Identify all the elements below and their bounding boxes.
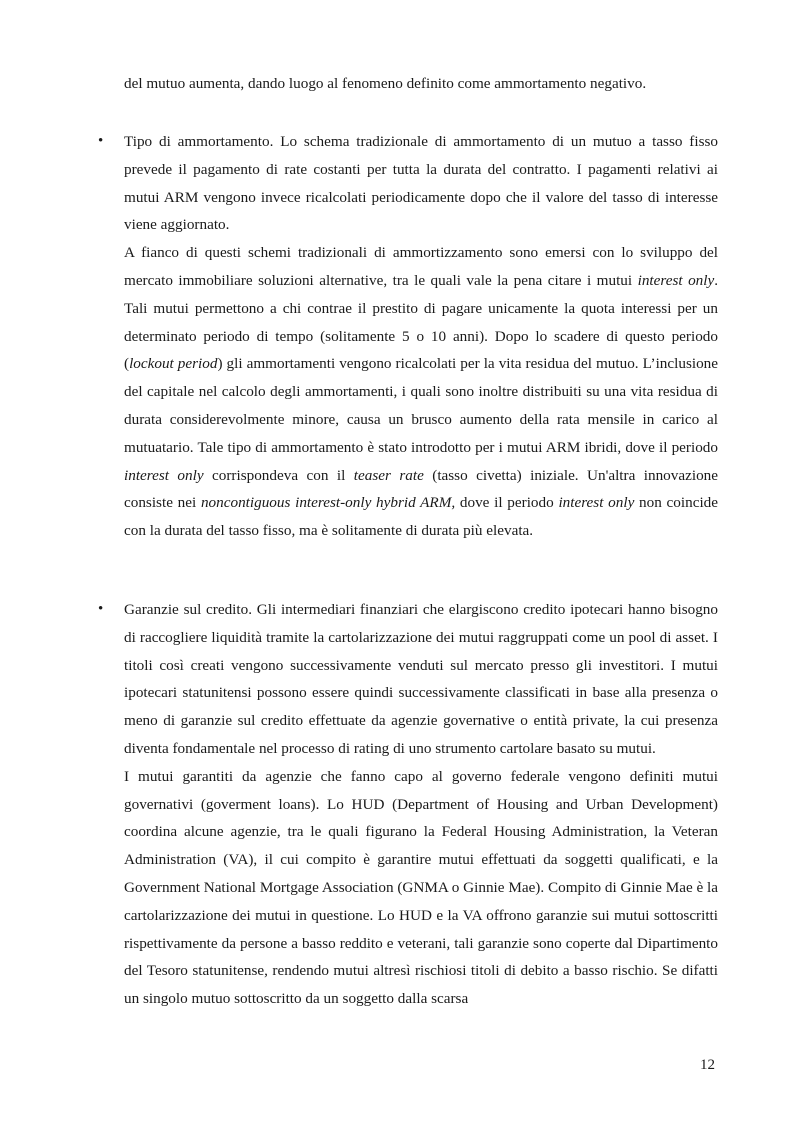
- bullet-item-garanzie: [124, 596, 718, 1013]
- italic-term: noncontiguous interest-only hybrid ARM,: [200, 494, 456, 512]
- italic-term: teaser rate: [353, 466, 424, 484]
- italic-term: interest only: [558, 494, 635, 512]
- paragraph: [124, 596, 718, 763]
- text-run: I mutui garantiti da agenzie che fanno capo al governo federale vengono definiti mutui governativi (goverment loans). Lo HUD (Department of Housing and Urban Development) coordina alcune agenzie, tra le quali figurano la Federal Housing Administration, la Veteran Administration (VA), il cui compito è garantire mutui effettuati da soggetti qualificati, e la Government National Mortgage Association (GNMA o Ginnie Mae). Compito di Ginnie Mae è la cartolarizzazione dei mutui in questione. Lo HUD e la VA offrono garanzie sui mutui sottoscritti rispettivamente da persone a basso reddito e veterani, tali garanzie sono coperte dal Dipartimento del Tesoro statunitense, rendendo mutui altresì rischiosi titoli di debito a basso rischio. Se difatti un singolo mutuo sottoscritto da un soggetto dalla scarsa: [124, 767, 718, 1008]
- page-number: 12: [700, 1057, 715, 1073]
- text-run: . Tali mutui permettono a chi contrae il prestito di pagare unicamente la quota interessi per un determinato periodo di tempo (solitamente 5 o 10 anni). Dopo lo scadere di questo periodo (: [124, 271, 719, 373]
- italic-term: interest only: [124, 466, 204, 484]
- paragraph: [124, 239, 718, 545]
- italic-term: interest only: [637, 271, 715, 289]
- paragraph: [124, 128, 718, 239]
- bullet-item-ammortamento: [124, 128, 718, 545]
- text-run: Garanzie sul credito. Gli intermediari finanziari che elargiscono credito ipotecari hanno bisogno di raccogliere liquidità tramite la cartolarizzazione dei mutui raggruppati come un pool di asset. I titoli così creati vengono successivamente venduti sul mercato presso gli investitori. I mutui ipotecari statunitensi possono essere quindi successivamente classificati in base alla presenza o meno di garanzie sul credito effettuate da agenzie governative o entità private, la cui presenza diventa fondamentale nel processo di rating di uno strumento cartolare basato su mutui.: [124, 601, 718, 757]
- text-run: Tipo di ammortamento. Lo schema tradizionale di ammortamento di un mutuo a tasso fisso prevede il pagamento di rate costanti per tutta la durata del contratto. I pagamenti relativi ai mutui ARM vengono invece ricalcolati periodicamente dopo che il valore del tasso di interesse viene aggiornato.: [124, 133, 718, 234]
- continuation-paragraph: del mutuo aumenta, dando luogo al fenomeno definito come ammortamento negativo.: [124, 75, 647, 92]
- bullet-marker: •: [98, 133, 104, 149]
- bullet-marker: •: [98, 601, 104, 617]
- text-run: A fianco di questi schemi tradizionali di ammortizzamento sono emersi con lo sviluppo del mercato immobiliare soluzioni alternative, tra le quali vale la pena citare i mutui: [124, 244, 718, 289]
- text-run: non coincide con la durata del tasso fisso, ma è solitamente di durata più elevata.: [124, 494, 718, 540]
- italic-term: lockout period: [129, 355, 218, 373]
- text-run: ) gli ammortamenti vengono ricalcolati per la vita residua del mutuo. L’inclusione del capitale nel calcolo degli ammortamenti, i quali sono inoltre distribuiti su una vita residua di durata considerevolmente minore, causa un brusco aumento della rata mensile in carico al mutuatario. Tale tipo di ammortamento è stato introdotto per i mutui ARM ibridi, dove il periodo: [124, 355, 718, 456]
- text-run: (tasso civetta) iniziale. Un'altra innovazione consiste nei: [124, 466, 718, 512]
- text-run: corrispondeva con il: [203, 466, 354, 484]
- paragraph: [124, 763, 718, 1013]
- text-run: dove il periodo: [455, 494, 559, 512]
